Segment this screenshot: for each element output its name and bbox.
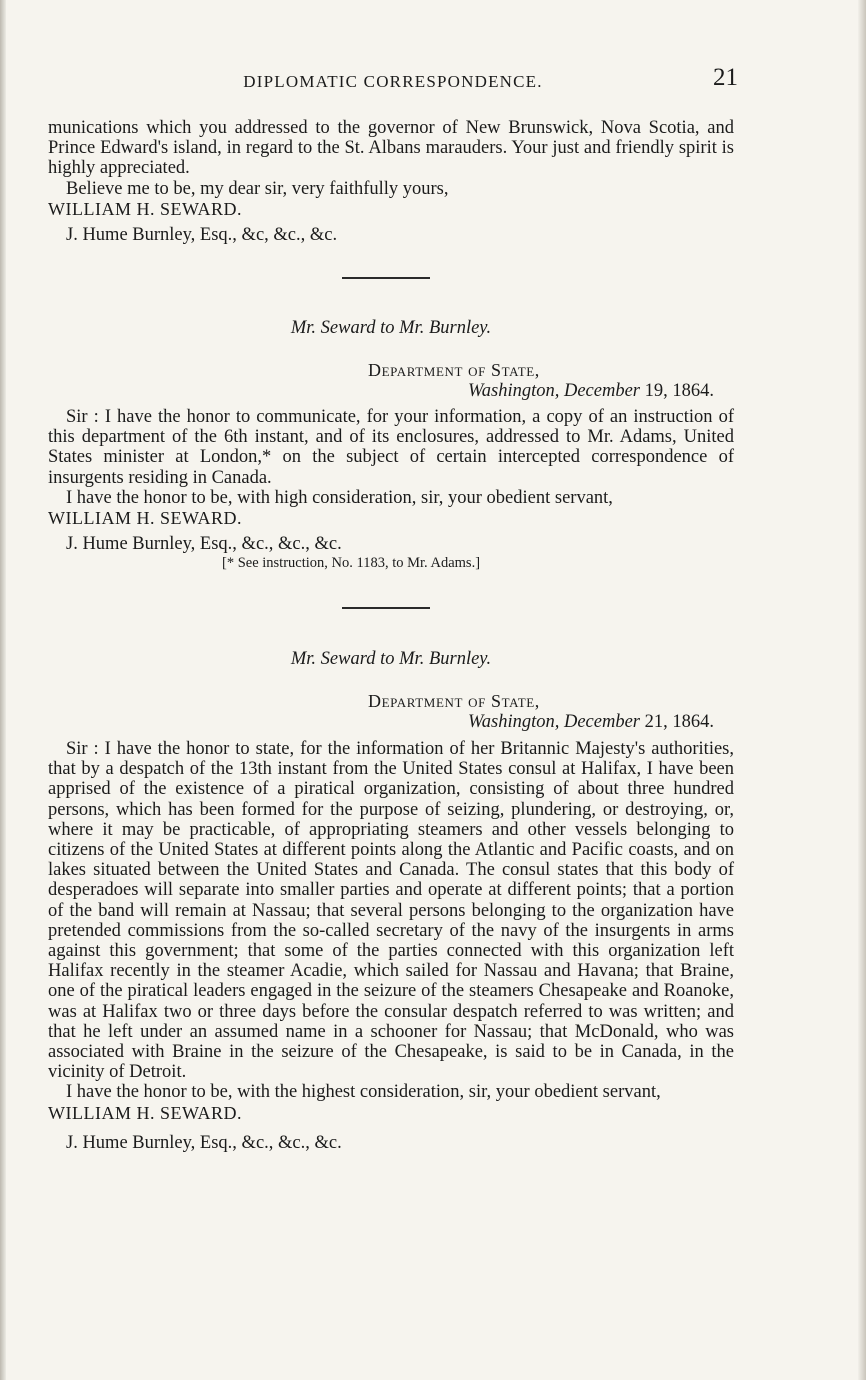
letter3-body: Sir : I have the honor to state, for the information of her Britannic Majesty's authorities, that by a despatch of the 13th instant from the United States consul at Halifax, I have been apprised of the existence of a piratical organization, consisting of about three hundred persons, which has been formed for the purpose of seizing, plundering, or destroying, or, where it may be practicable, of appropriating steamers and other vessels belonging to citizens of the United States at different points along the Atlantic and Pacific coasts, and on lakes situated between the United States and Canada. The consul states that this body of desperadoes will separate into smaller parties and operate at different points; that a portion of the band will remain at Nassau; that several persons belonging to the organization have pretended commissions from the so-called secretary of the navy of the insurgents in arms against this government; that some of the parties connected with this organization left Halifax recently in the steamer Acadie, which sailed for Nassau and Havana; that Braine, one of the piratical leaders engaged in the seizure of the steamers Chesapeake and Roanoke, was at Halifax two or three days before the consular despatch referred to was written; and that he left under an assumed name in a schooner for Nassau; that McDonald, who was associated with Braine in the seizure of the Chesapeake, is said to be in Canada, in the vicinity of Detroit. bbox=[48, 739, 734, 1083]
letter2-signature: WILLIAM H. SEWARD. bbox=[48, 508, 242, 529]
letter2-department: Department of State, bbox=[368, 360, 540, 380]
letter2-text bbox=[48, 407, 734, 554]
letter2-closing: I have the honor to be, with high consideration, sir, your obedient servant, bbox=[66, 487, 613, 508]
letter3-closing: I have the honor to be, with the highest consideration, sir, your obedient servant, bbox=[66, 1082, 661, 1103]
running-title: DIPLOMATIC CORRESPONDENCE. bbox=[243, 72, 543, 91]
letter3-addressee: J. Hume Burnley, Esq., &c., &c., &c. bbox=[66, 1132, 342, 1153]
section-divider-1 bbox=[342, 277, 430, 279]
letter2-heading: Mr. Seward to Mr. Burnley. bbox=[290, 318, 492, 338]
letter1-signature: WILLIAM H. SEWARD. bbox=[48, 198, 242, 219]
letter1-addressee: J. Hume Burnley, Esq., &c, &c., &c. bbox=[66, 225, 338, 246]
letter2-date-place: Washington, December bbox=[468, 381, 640, 401]
letter1-closing: Believe me to be, my dear sir, very faithfully yours, bbox=[66, 178, 449, 199]
letter2-addressee: J. Hume Burnley, Esq., &c., &c., &c. bbox=[66, 534, 342, 555]
letter3-date-place: Washington, December bbox=[468, 712, 640, 732]
letter2-body: Sir : I have the honor to communicate, for your information, a copy of an instruction of this department of the 6th instant, and of its enclosures, addressed to Mr. Adams, United States minister at London,* on the subject of certain intercepted correspondence of insurgents residing in Canada. bbox=[48, 407, 734, 488]
page-edge-right bbox=[858, 0, 866, 1380]
letter3-date-rest: 21, 1864. bbox=[640, 712, 714, 732]
letter3-department: Department of State, bbox=[368, 691, 540, 711]
letter2-dateline bbox=[468, 381, 714, 402]
section-divider-2 bbox=[342, 607, 430, 609]
page-number: 21 bbox=[713, 64, 738, 91]
letter3-heading: Mr. Seward to Mr. Burnley. bbox=[290, 649, 492, 669]
letter1-tail bbox=[48, 118, 734, 245]
page-header bbox=[48, 64, 738, 94]
letter1-paragraph: munications which you addressed to the governor of New Brunswick, Nova Scotia, and Prince Edward's island, in regard to the St. Albans marauders. Your just and friendly spirit is highly appreciated. bbox=[48, 118, 734, 179]
letter2-footnote: [* See instruction, No. 1183, to Mr. Adams.] bbox=[222, 555, 481, 571]
page-edge-left bbox=[0, 0, 6, 1380]
letter2-date-rest: 19, 1864. bbox=[640, 381, 714, 401]
letter3-dateline bbox=[468, 712, 714, 733]
letter3-text bbox=[48, 739, 734, 1153]
letter3-signature: WILLIAM H. SEWARD. bbox=[48, 1102, 242, 1123]
